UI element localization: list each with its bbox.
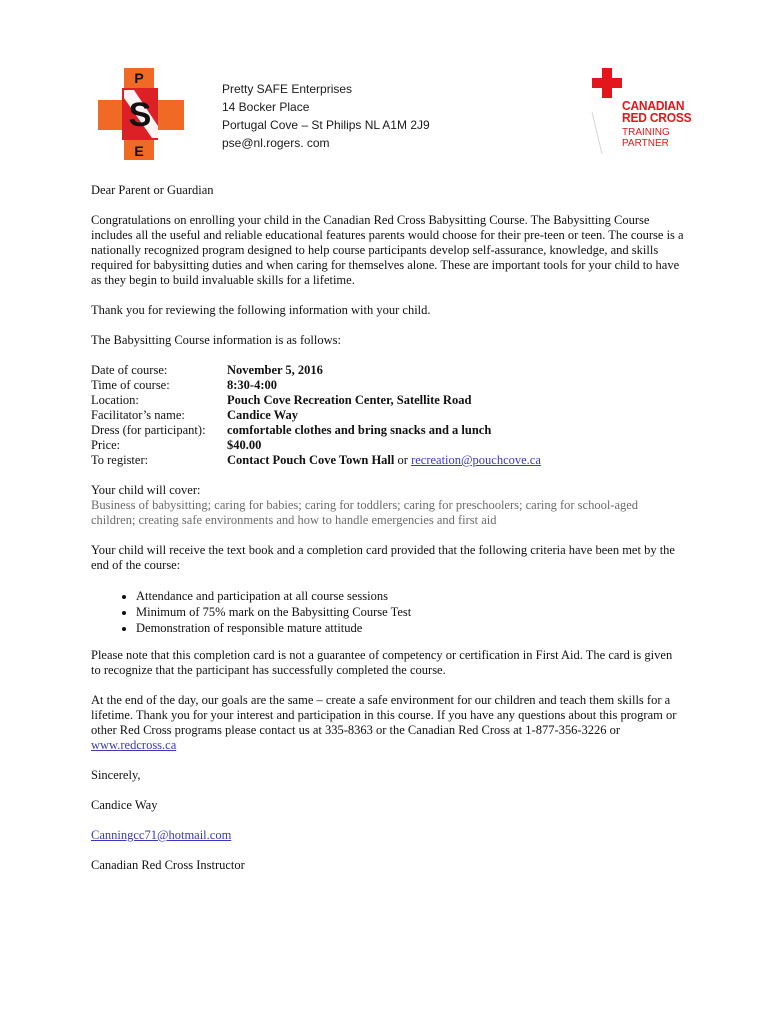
signer-email-link[interactable]: Canningcc71@hotmail.com: [91, 828, 232, 842]
letterhead: [222, 80, 430, 152]
greeting: Dear Parent or Guardian: [91, 183, 214, 197]
red-cross-name: [622, 100, 691, 124]
course-info-table: [91, 363, 685, 468]
red-cross-line-partner: PARTNER: [622, 138, 669, 149]
redcross-website-link[interactable]: www.redcross.ca: [91, 738, 177, 752]
criteria-list: [91, 588, 685, 636]
company-name: Pretty SAFE Enterprises: [222, 82, 353, 96]
letter-body: [91, 183, 685, 873]
time-value: 8:30-4:00: [227, 378, 277, 392]
pse-logo-letter-e: E: [134, 143, 144, 159]
list-item: • Demonstration of responsible mature attitude: [136, 620, 685, 636]
list-item: • Minimum of 75% mark on the Babysitting Course Test: [136, 604, 685, 620]
dress-value: comfortable clothes and bring snacks and a lunch: [227, 423, 492, 437]
red-cross-line-red-cross: RED CROSS: [622, 110, 692, 125]
red-cross-logo: [590, 68, 700, 158]
sign-off: Sincerely,: [91, 768, 141, 782]
pse-logo-letter-s: S: [128, 96, 152, 134]
price-value: $40.00: [227, 438, 262, 452]
date-value: November 5, 2016: [227, 363, 323, 377]
thanks-paragraph: Thank you for reviewing the following information with your child.: [91, 303, 431, 317]
signer-name: Candice Way: [91, 798, 158, 812]
red-cross-decor-line: [590, 106, 630, 156]
facilitator-label: Facilitator’s name:: [91, 408, 185, 422]
red-cross-icon: [592, 68, 622, 98]
register-label: To register:: [91, 453, 149, 467]
price-label: Price:: [91, 438, 121, 452]
register-email-link[interactable]: recreation@pouchcove.ca: [411, 453, 541, 467]
red-cross-line-training: TRAINING: [622, 127, 670, 138]
pse-logo-letter-p: P: [134, 70, 144, 86]
info-intro: The Babysitting Course information is as follows:: [91, 333, 341, 347]
company-address: 14 Bocker Place: [222, 100, 310, 114]
register-or: or: [394, 453, 412, 467]
criteria-intro: Your child will receive the text book and a completion card provided that the following criteria have been met by the end of the course:: [91, 543, 675, 572]
location-label: Location:: [91, 393, 139, 407]
intro-paragraph: Congratulations on enrolling your child in the Canadian Red Cross Babysitting Course. The Babysitting Course includes all the useful and reliable educational features parents would choose for their pre-teen or teen. The course is a nationally recognized program designed to help course participants develop self-assurance, knowledge, and skills required for babysitting duties and when caring for themselves alone. These are important tools for your child to have as they begin to build invaluable skills for a lifetime.: [91, 213, 684, 287]
company-city: Portugal Cove – St Philips NL A1M 2J9: [222, 118, 430, 132]
dress-label: Dress (for participant):: [91, 423, 206, 437]
cover-text: Business of babysitting; caring for babies; caring for toddlers; caring for preschoolers; caring for school-aged children; creating safe environments and how to handle emergencies and first aid: [91, 498, 639, 527]
cover-heading: Your child will cover:: [91, 483, 201, 497]
register-value: [227, 453, 685, 468]
facilitator-value: Candice Way: [227, 408, 298, 422]
closing-paragraph: [91, 693, 685, 753]
signer-title: Canadian Red Cross Instructor: [91, 858, 245, 872]
company-email: pse@nl.rogers. com: [222, 136, 330, 150]
pse-logo: [96, 68, 186, 160]
time-label: Time of course:: [91, 378, 170, 392]
red-cross-line-canadian: CANADIAN: [622, 98, 685, 113]
note-paragraph: Please note that this completion card is not a guarantee of competency or certification in First Aid. The card is given to recognize that the participant has successfully completed the course.: [91, 648, 673, 677]
location-value: Pouch Cove Recreation Center, Satellite Road: [227, 393, 472, 407]
list-item: • Attendance and participation at all course sessions: [136, 588, 685, 604]
closing-text: At the end of the day, our goals are the same – create a safe environment for our children and teach them skills for a lifetime. Thank you for your interest and participation in this course. If you have any questions about this program or other Red Cross programs please contact us at 335-8363 or the Canadian Red Cross at 1-877-356-3226 or: [91, 693, 677, 737]
register-contact: Contact Pouch Cove Town Hall: [227, 453, 395, 467]
date-label: Date of course:: [91, 363, 168, 377]
pse-logo-graphic: [96, 68, 186, 160]
